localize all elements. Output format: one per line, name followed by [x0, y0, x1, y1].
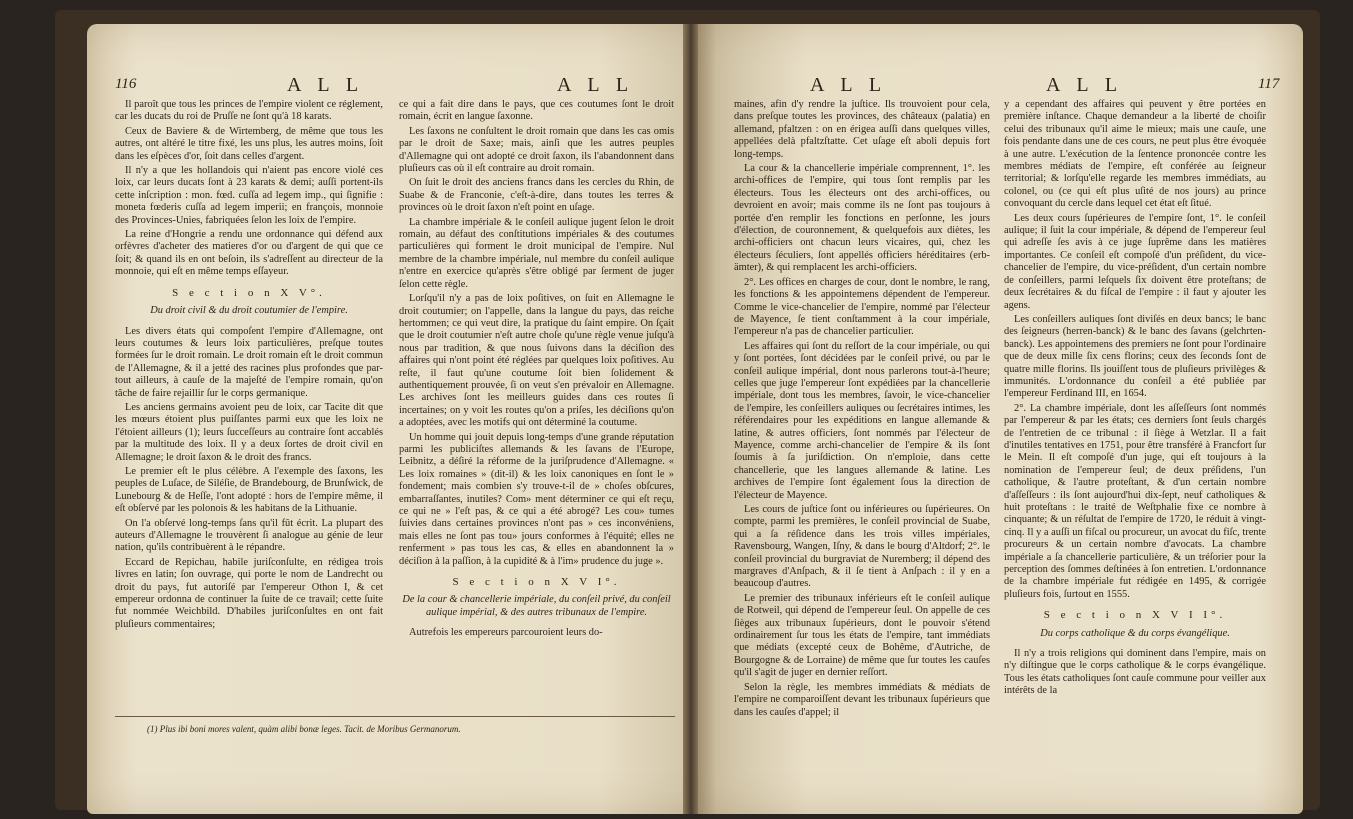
right-column-2 — [1004, 99, 1266, 700]
paragraph: Le premier des tribunaux inférieurs eſt le conſeil aulique de Rotweil, qui dépend de l'empereur ſeul. On appelle de ces ſièges aux tribunaux ſupérieurs, dont le pouvoir s'étend ordinairement ſur tous les états de l'empire, tant immédiats que médiats (excepté ceux de Bohême, d'Autriche, de Bourgogne & de Lorraine) de même que ſur toutes les cauſes qu'il s'agit de juger en dernier reſſort. — [734, 592, 990, 679]
paragraph: La reine d'Hongrie a rendu une ordonnance qui défend aux orfèvres d'acheter des matieres d'or ou d'argent de qui que ce ſoit; & quand ils en ont beſoin, ils s'adreſſent au directeur de la monnoie, qui eſt en même temps eſſayeur. — [115, 229, 383, 278]
right-column-1 — [734, 99, 990, 721]
paragraph: maines, afin d'y rendre la juſtice. Ils trouvoient pour cela, dans preſque toutes les provinces, des châteaux (palatia) en allemand, pfaltzen : on en érigea auſſi dans quelques villes, appellées delà pfaltzſtatte. Cet uſage eſt aboli depuis fort long-temps. — [734, 99, 990, 160]
paragraph: Les conſeillers auliques ſont diviſés en deux bancs; le banc des ſeigneurs (herren-banck) & le banc des ſavans (gelchrten-banck). Les appointemens des premiers ne ſont pour l'ordinaire que de deux mille ſix cens florins; ceux des ſeconds ſont de quatre mille florins. Ils jouiſſent tous de pluſieurs privilèges & immunités. L'ordonnance du conſeil a été publiée par l'empereur Ferdinand III, en 1654. — [1004, 313, 1266, 400]
paragraph: y a cependant des affaires qui peuvent y être portées en première inſtance. Chaque demandeur a la liberté de choiſir celui des tribunaux qu'il aime le mieux; mais une cauſe, une fois pendante dans une de ces cours, ne peut plus être évoquée à une autre. L'exécution de la ſentence prononcée contre les membres médiats de l'empire, eſt conférée au ſeigneur territorial; & lorſqu'elle regarde les membres immédiats, au colonel, ou (ce qui eſt plus uſité de nos jours) au prince convoquant du cercle dans lequel cet état eſt ſitué. — [1004, 99, 1266, 210]
paragraph: Les ſaxons ne conſultent le droit romain que dans les cas omis par le droit de Saxe; mais, ainſi que les autres peuples d'Allemagne qui ont adopté ce droit ſaxon, ils l'abandonnent dans pluſieurs cas où il eſt contraire au droit romain. — [399, 125, 674, 175]
paragraph: La chambre impériale & le conſeil aulique jugent ſelon le droit romain, au défaut des conſtitutions impériales & des coutumes particulières qui forment le droit municipal de l'empire. Nul membre de la chambre impériale, nul membre du conſeil aulique n'entre en exercice qu'après s'être obligé par ſerment de juger ſelon cette règle. — [399, 216, 674, 290]
paragraph: Les anciens germains avoient peu de loix, car Tacite dit que les mœurs étoient plus puiſſantes parmi eux que les loix ne l'étoient ailleurs (1); leurs ſucceſſeurs au contraire ſont accablés par la multitude des loix. Il y a deux ſortes de droit civil en Allemagne; le droit ſaxon & le droit des francs. — [115, 401, 383, 463]
paragraph: On ſuit le droit des anciens francs dans les cercles du Rhin, de Suabe & de Franconie, c'eſt-à-dire, dans toutes les terres & provinces où le droit ſaxon n'eſt point en uſage. — [399, 177, 674, 214]
left-column-2 — [399, 99, 674, 642]
paragraph: Eccard de Repichau, habile juriſconſulte, en rédigea trois livres en latin; ſon ouvrage, qui porte le nom de Landrecht ou droit du pays, fut autoriſé par l'empereur Othon I, & cet empereur ordonna de continuer la ſuite de ce travail; cette ſuite fut nommée Weichbild. D'habiles juriſconſultes en ont fait pluſieurs commentaires; — [115, 556, 383, 630]
left-page — [87, 24, 727, 814]
left-column-1 — [115, 99, 383, 633]
paragraph: Les cours de juſtice ſont ou inférieures ou ſupérieures. On compte, parmi les premières, le conſeil provincial de Suabe, qui a ſa réſidence dans les trois villes impériales, Ravensbourg, Wangen, Iſny, & dans le bourg d'Altdorf; 2°. le conſeil provincial du burgraviat de Nuremberg; il dépend des margraves d'Anſpach, & il ſe tient à Anſpach : il y en a beaucoup d'autres. — [734, 504, 990, 590]
right-page-number: 117 — [1258, 76, 1280, 92]
paragraph: La cour & la chancellerie impériale comprennent, 1°. les archi-offices de l'empire, qui tous ſont remplis par les électeurs. Tous les électeurs ont des archi-offices, ou devroient en avoir; mais comme ils ne ſont pas toujours à portée d'en remplir les fonctions en perſonne, les jours d'élection, de couronnement, & quelquefois aux diètes, les archi-officiers ont chacun leurs vicaires, qui, chez les électeurs ſéculiers, ſont appellés officiers héréditaires (erb-ämter), & qui remplacent les archi-officiers. — [734, 163, 990, 274]
book-gutter — [683, 24, 699, 814]
paragraph: 2°. La chambre impériale, dont les aſſeſſeurs ſont nommés par l'empereur & par les états; ces derniers ſont ſeuls chargés de l'entretien de ce tribunal : il ſiège à Wetzlar. Il a fait d'inutiles tentatives en 1751, pour être transféré à Francfort ſur le Mein. Il eſt compoſé d'un juge, qui eſt toujours à la nomination de l'empereur ſeul; de deux préſidens, l'un catholique, & l'autre proteſtant, & d'un certain nombre d'aſſeſſeurs : ils ſont aujourd'hui dix-ſept, neuf catholiques & huit proteſtans : le traité de Weſtphalie fixe ce nombre à cinquante; & un réſultat de l'empire de 1720, le réduit à vingt-cinq. Il y a auſſi un fiſcal ou procureur, un avocat du fiſc, trente procureurs & un certain nombre d'avocats. La chambre impériale a ſa chancellerie particulière, & un tréſorier pour la perception des ſommes deſtinées à ſon entretien. L'ordonnance de la chambre impériale fut rédigée en 1495, & corrigée pluſieurs fois, ſurtout en 1555. — [1004, 402, 1266, 600]
section-heading: S e c t i o n X V I°. — [452, 576, 621, 589]
paragraph: Les divers états qui compoſent l'empire d'Allemagne, ont leurs coutumes & leurs loix particulières, preſque toutes formées ſur le droit romain. Le droit romain eſt le droit commun de l'Allemagne, & il a jetté des racines plus profondes que par-tout ailleurs, à cauſe de la majeſté de l'empire romain, qu'on tâche de faire rejaillir ſur le corps germanique. — [115, 325, 383, 399]
section-subtitle: Du droit civil & du droit coutumier de l'empire. — [150, 305, 348, 317]
paragraph: Il n'y a que les hollandois qui n'aient pas encore violé ces loix, car leurs ducats ſont à 23 karats & demi; auſſi portent-ils cette inſcription : mon. fœd. cuſſa ad legem imp., qui ſignifie : moneta fœderis cuſſa ad legem imperii; en françois, monnoie des Provinces-Unies, fabriquées ſelon les loix de l'empire. — [115, 165, 383, 226]
paragraph: Lorſqu'il n'y a pas de loix poſitives, on ſuit en Allemagne le droit coutumier; on l'appelle, dans la langue du pays, das reiche hertommen; ce qui veut dire, la pratique du ſaint empire. On ſçait que le droit coutumier n'eſt autre choſe qu'une règle venue juſqu'à nous par tradition, & que nous ſuivons dans la déciſion des affaires qui n'ont point été réglées par quelques loix poſitives. Au reſte, il faut qu'une coutume ſoit bien ſolidement & authentiquement prouvée, ſi on veut s'en prévaloir en Allemagne. Les archives ſont les meilleurs guides dans ces routes ſi incertaines; on y voit les routes qu'on a priſes, les déciſions qu'on a adoptées, avec les motifs qui ont déterminé la coutume. — [399, 293, 674, 429]
right-page — [698, 24, 1303, 814]
section-subtitle: De la cour & chancellerie impériale, du conſeil privé, du conſeil aulique impérial, & des autres tribunaux de l'empire. — [402, 594, 671, 618]
paragraph: Le premier eſt le plus célèbre. A l'exemple des ſaxons, les peuples de Luſace, de Siléſie, de Brandebourg, de Brunſwick, de Lunebourg & de Heſſe, l'ont adopté : hors de l'empire même, il eſt obſervé par les polonois & les habitans de la Lithuanie. — [115, 465, 383, 515]
footnote-rule — [115, 716, 675, 717]
paragraph: Autrefois les empereurs parcouroient leurs do- — [409, 627, 603, 639]
section-subtitle: Du corps catholique & du corps évangélique. — [1040, 627, 1230, 639]
paragraph: Les deux cours ſupérieures de l'empire ſont, 1°. le conſeil aulique; il ſuit la cour impériale, & dépend de l'empereur ſeul qui adreſſe ſes avis à ce juge ſuprême dans les matières importantes. Ce conſeil eſt compoſé d'un préſident, du vice-chancelier de l'empire, du vice-préſident, d'un certain nombre de conſeillers, parmi leſquels ſix doivent être proteſtans; de deux ſecrétaires & du fiſcal de l'empire : il faut y ajouter les agens. — [1004, 212, 1266, 311]
right-running-head: A L L — [810, 74, 888, 96]
right-running-head-2: A L L — [1046, 74, 1124, 96]
paragraph: Ceux de Baviere & de Wirtemberg, de même que tous les autres, ont altéré le titre fixé, les uns plus, les autres moins, ſoit dans les eſpèces d'or, ſoit dans celles d'argent. — [115, 125, 383, 162]
paragraph: On l'a obſervé long-temps ſans qu'il fût écrit. La plupart des auteurs d'Allemagne le trouvèrent ſi analogue au génie de leur nation, qu'ils contribuèrent à le répandre. — [115, 517, 383, 554]
paragraph: Selon la règle, les membres immédiats & médiats de l'empire ne comparoiſſent devant les tribunaux ſupérieurs que dans les cauſes d'appel; il — [734, 681, 990, 718]
left-page-number: 116 — [115, 76, 137, 92]
paragraph: ce qui a fait dire dans le pays, que ces coutumes ſont le droit romain, écrit en langue ſaxonne. — [399, 99, 674, 123]
footnote: (1) Plus ibi boni mores valent, quàm alibi bonæ leges. Tacit. de Moribus Germanorum. — [147, 724, 461, 734]
paragraph: Il paroît que tous les princes de l'empire violent ce réglement, car les ducats du roi de Pruſſe ne ſont qu'à 18 karats. — [115, 99, 383, 123]
paragraph: Les affaires qui ſont du reſſort de la cour impériale, ou qui y ſont portées, ſont décidées par le conſeil privé, ou par le conſeil aulique impérial, dont nous parlerons tout-à-l'heure; celles que juge l'empereur ſont expédiées par la chancellerie impériale, dont tous les membres, ſavoir, le vice-chancelier de l'empire, les conſeillers auliques ou ſecrétaires intimes, les référendaires pour les expéditions en langue allemande & latine, & autres officiers, ſont nommés par l'électeur de Mayence, comme archi-chancelier de l'empire & ils ſont ſoumis à ſa juriſdiction. On n'emploie, dans cette chancellerie, que les langues allemande & latine. Les archives de l'empire ſont également ſous la direction de l'électeur de Mayence. — [734, 340, 990, 501]
left-running-head-2: A L L — [557, 74, 635, 96]
paragraph: Un homme qui jouit depuis long-temps d'une grande réputation parmi les publiciſtes allemands & les ſavans de l'Europe, Leibnitz, a déſiré la réforme de la juriſprudence d'Allemagne. « Les loix romaines » (dit-il) & les loix canoniques en ſont le » fondement; mais combien s'y trouve-t-il de » choſes obſcures, embarraſſantes, inutiles? Com» ment déterminer ce qui eſt reçu, ce qui ne » l'eſt pas, & ce qui a été abrogé? Les cou» tumes ſuivies dans certaines provinces n'ont pas » ces inconvéniens, mais elles ne ſont pas tou» jours conformes à l'équité; elles ne renferment » pas tous les cas, & elles en abandonnent la » déciſion à la paſſion, à la cupidité & à l'im» prudence du juge ». — [399, 431, 674, 567]
section-heading: S e c t i o n X V I I°. — [1043, 609, 1227, 622]
left-running-head: A L L — [287, 74, 365, 96]
paragraph: 2°. Les offices en charges de cour, dont le nombre, le rang, les fonctions & les appointemens dépendent de l'empereur. Comme le vice-chancelier de l'empire, nommé par l'électeur de Mayence, ſe tient conſtamment à la cour impériale, l'empereur n'a pas de chancelier particulier. — [734, 276, 990, 338]
paragraph: Il n'y a trois religions qui dominent dans l'empire, mais on n'y diſtingue que le corps catholique & le corps évangélique. Tous les états catholiques ſont cauſe commune pour veiller aux intérêts de la — [1004, 648, 1266, 697]
section-heading: S e c t i o n X V°. — [172, 286, 326, 299]
